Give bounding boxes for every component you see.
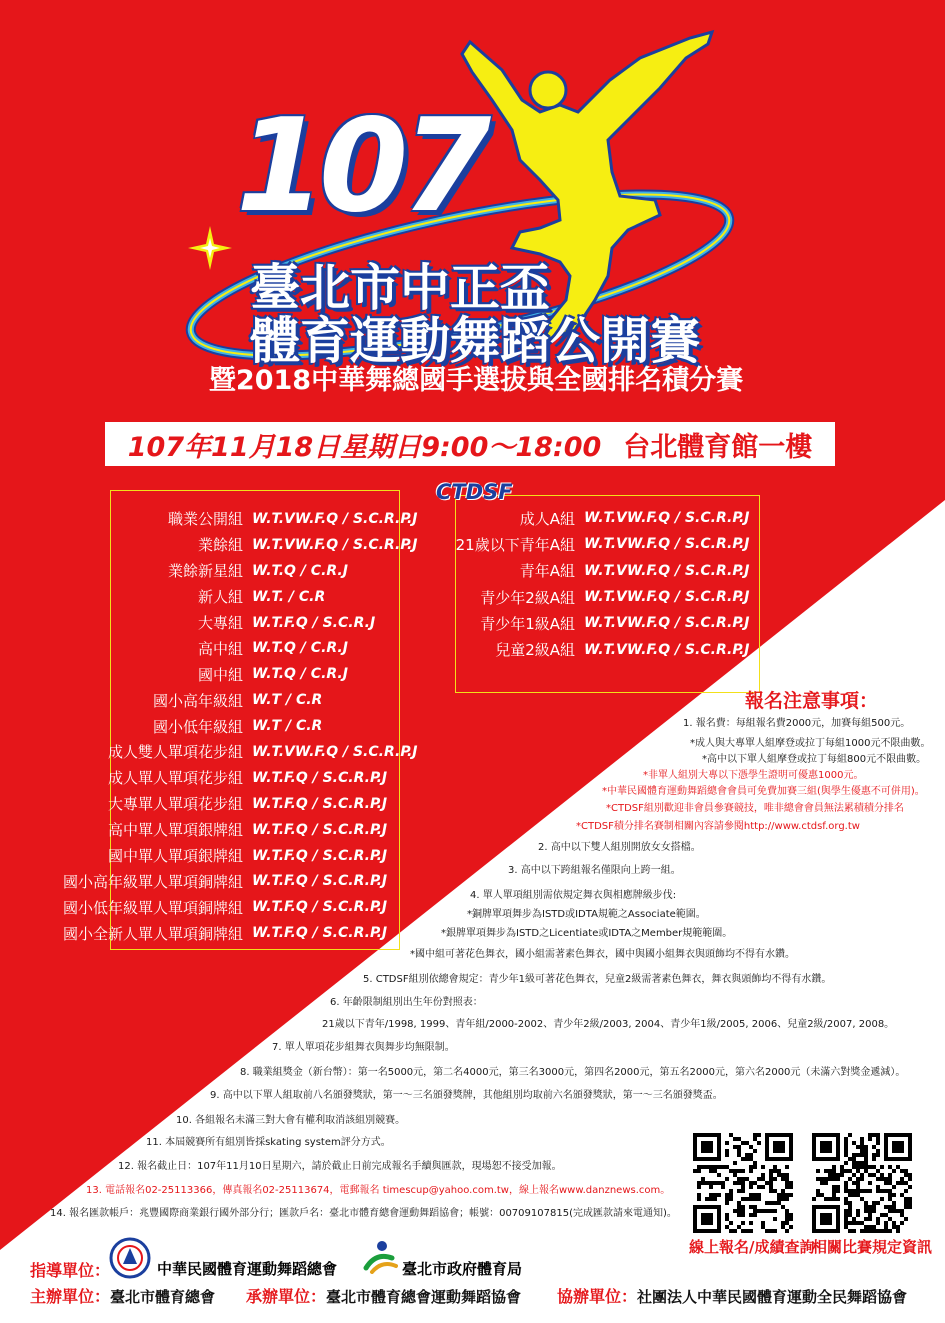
dance-code: W.T.Q / C.R.J: [252, 562, 348, 579]
notice-title: 報名注意事項：: [745, 690, 879, 712]
category-row: [50, 635, 418, 661]
notice-line: *銀牌單項舞步為ISTD之Licentiate或IDTA之Member規範範圍。: [441, 928, 733, 939]
category-name: 青年A組: [519, 562, 575, 581]
category-name: 青少年1級A組: [480, 614, 575, 633]
dance-code: W.T.VW.F.Q / S.C.R.P.J: [584, 641, 750, 658]
category-row: [50, 868, 418, 894]
notice-line: 4. 單人單項組別需依規定舞衣與相應牌級步伐:: [470, 890, 677, 901]
dance-code: W.T.F.Q / S.C.R.P.J: [252, 769, 388, 786]
category-row: [50, 713, 418, 739]
notice-line: 14. 報名匯款帳戶：兆豐國際商業銀行國外部分行；匯款戶名：臺北市體育總會運動舞蹈協會；帳號：00709107815(完成匯款請來電通知)。: [50, 1208, 677, 1219]
notice-line: 13. 電話報名02-25113366，傳真報名02-25113674，電郵報名 timescup@yahoo.com.tw，線上報名www.danznews.com。: [86, 1185, 671, 1196]
event-edition-number: 107: [236, 92, 486, 241]
notice-line: *高中以下單人組摩登或拉丁每組800元不限曲數。: [702, 754, 927, 765]
category-name: 國中組: [197, 665, 243, 684]
notice-line: 1. 報名費：每組報名費2000元，加賽每組500元。: [683, 718, 911, 729]
notice-line: 6. 年齡限制組別出生年份對照表：: [330, 997, 483, 1008]
co-org: 社團法人中華民國體育運動全民舞蹈協會: [637, 1288, 908, 1306]
dance-code: W.T.F.Q / S.C.R.J: [252, 614, 376, 631]
guide-org1: 中華民國體育運動舞蹈總會: [157, 1260, 338, 1278]
undertake-role-label: 承辦單位：: [246, 1287, 327, 1306]
category-row: [50, 920, 418, 946]
category-name: 國小高年級單人單項銅牌組: [62, 872, 243, 891]
notice-line: *成人與大專單人組摩登或拉丁每組1000元不限曲數。: [690, 738, 931, 749]
category-row: [50, 739, 418, 765]
category-name: 國中單人單項銀牌組: [107, 847, 243, 866]
notice-line: 5. CTDSF組別依總會規定：青少年1級可著花色舞衣，兒童2級需著素色舞衣，舞衣與頭飾均不得有水鑽。: [363, 974, 832, 985]
category-row: [50, 843, 418, 869]
dance-code: W.T.VW.F.Q / S.C.R.P.J: [584, 615, 750, 632]
dance-code: W.T.VW.F.Q / S.C.R.P.J: [584, 510, 750, 527]
notice-line: 8. 職業組獎金（新台幣）：第一名5000元，第二名4000元，第三名3000元，第四名2000元，第五名2000元，第六名2000元（未滿六對獎金遞減）。: [240, 1067, 906, 1078]
category-name: 高中單人單項銀牌組: [107, 821, 243, 840]
dance-code: W.T.VW.F.Q / S.C.R.P.J: [252, 536, 418, 553]
category-row: [450, 558, 750, 584]
category-name: 國小全新人單人單項銅牌組: [62, 924, 243, 943]
dance-code: W.T.VW.F.Q / S.C.R.P.J: [252, 510, 418, 527]
category-name: 高中組: [197, 639, 243, 658]
notice-line: *CTDSF積分排名賽制相關內容請參閱http://www.ctdsf.org.tw: [576, 821, 860, 832]
dance-code: W.T.VW.F.Q / S.C.R.P.J: [584, 562, 750, 579]
category-name: 職業公開組: [167, 510, 243, 529]
category-row: [50, 765, 418, 791]
category-name: 成人雙人單項花步組: [107, 743, 243, 762]
dance-code: W.T.Q / C.R.J: [252, 640, 348, 657]
notice-line: 7. 單人單項花步組舞衣與舞步均無限制。: [272, 1042, 455, 1053]
guide-org2: 臺北市政府體育局: [402, 1260, 523, 1278]
dance-code: W.T.VW.F.Q / S.C.R.P.J: [252, 743, 418, 760]
notice-line: *國中組可著花色舞衣，國小組需著素色舞衣，國中與國小組舞衣與頭飾均不得有水鑽。: [410, 949, 795, 960]
notice-line: *中華民國體育運動舞蹈總會會員可免費加賽三組(與學生優惠不可併用)。: [602, 786, 925, 797]
notice-line: 21歲以下青年/1998, 1999、青年組/2000-2002、青少年2級/2003, 2004、青少年1級/2005, 2006、兒童2級/2007, 2008。: [322, 1019, 895, 1030]
host-role-label: 主辦單位：: [30, 1287, 111, 1306]
undertake-unit-row: [246, 1284, 521, 1307]
category-name: 國小低年級組: [152, 717, 243, 736]
category-name: 業餘組: [197, 536, 243, 555]
event-datetime: 107年11月18日星期日9:00～18:00: [127, 431, 602, 463]
event-venue: 台北體育館一樓: [623, 431, 813, 463]
category-row: [50, 817, 418, 843]
category-row: [50, 610, 418, 636]
sports-bureau-logo: [362, 1238, 398, 1274]
category-name: 國小低年級單人單項銅牌組: [62, 898, 243, 917]
dance-code: W.T / C.R: [252, 692, 323, 709]
dance-code: W.T. / C.R: [252, 588, 326, 605]
category-name: 新人組: [197, 588, 243, 607]
dance-code: W.T.F.Q / S.C.R.P.J: [252, 899, 388, 916]
category-row: [50, 661, 418, 687]
dance-code: W.T.F.Q / S.C.R.P.J: [252, 795, 388, 812]
notice-line: *銅牌單項舞步為ISTD或IDTA規範之Associate範圍。: [467, 909, 706, 920]
dance-code: W.T.F.Q / S.C.R.P.J: [252, 847, 388, 864]
notice-line: *非單人組別大專以下憑學生證明可優惠1000元。: [643, 770, 864, 781]
qr-label-rules: 相關比賽規定資訊: [812, 1238, 933, 1256]
category-row: [50, 558, 418, 584]
dance-code: W.T.Q / C.R.J: [252, 666, 348, 683]
event-subtitle: 暨2018中華舞總國手選拔與全國排名積分賽: [208, 365, 744, 396]
category-name: 大專單人單項花步組: [107, 795, 243, 814]
category-row: [450, 531, 750, 557]
category-row: [50, 532, 418, 558]
category-name: 業餘新星組: [167, 562, 243, 581]
guide-role-label: 指導單位：: [30, 1261, 111, 1280]
notice-line: 9. 高中以下單人組取前八名頒發獎狀，第一～三名頒發獎牌，其他組別均取前六名頒發獎狀，第一～三名頒發獎盃。: [210, 1090, 723, 1101]
qr-label-registration: 線上報名/成績查詢: [689, 1238, 815, 1256]
category-row: [50, 687, 418, 713]
category-row: [450, 505, 750, 531]
ctdsf-categories-list: [450, 505, 750, 663]
category-row: [450, 636, 750, 662]
category-row: [50, 584, 418, 610]
dance-code: W.T.F.Q / S.C.R.P.J: [252, 821, 388, 838]
event-title-line1: 臺北市中正盃: [250, 259, 550, 317]
host-unit-row: [30, 1284, 215, 1307]
dance-federation-logo: [108, 1236, 152, 1280]
notice-line: 10. 各組報名未滿三對大會有權利取消該組別競賽。: [176, 1115, 406, 1126]
category-name: 青少年2級A組: [480, 588, 575, 607]
category-row: [450, 584, 750, 610]
dance-code: W.T.F.Q / S.C.R.P.J: [252, 873, 388, 890]
category-name: 21歲以下青年A組: [455, 535, 575, 554]
co-unit-row: [557, 1284, 907, 1307]
notice-line: 12. 報名截止日：107年11月10日星期六，請於截止日前完成報名手續與匯款，現場恕不接受加報。: [118, 1161, 562, 1172]
category-name: 國小高年級組: [152, 691, 243, 710]
notice-line: *CTDSF組別歡迎非會員參賽競技，唯非總會會員無法累積積分排名: [606, 803, 904, 814]
dance-code: W.T.F.Q / S.C.R.P.J: [252, 925, 388, 942]
notice-line: 2. 高中以下雙人組別開放女女搭檔。: [538, 842, 701, 853]
category-row: [50, 506, 418, 532]
dance-code: W.T.VW.F.Q / S.C.R.P.J: [584, 536, 750, 553]
date-venue-bar: [103, 420, 837, 468]
category-row: [50, 791, 418, 817]
category-name: 成人單人單項花步組: [107, 769, 243, 788]
undertake-org: 臺北市體育總會運動舞蹈協會: [326, 1288, 522, 1306]
co-role-label: 協辦單位：: [557, 1287, 638, 1306]
dance-code: W.T.VW.F.Q / S.C.R.P.J: [584, 589, 750, 606]
open-categories-list: [50, 506, 418, 946]
category-row: [50, 894, 418, 920]
category-name: 成人A組: [519, 509, 575, 528]
host-org: 臺北市體育總會: [110, 1288, 216, 1306]
notice-line: 3. 高中以下跨組報名僅限向上跨一組。: [508, 865, 681, 876]
ctdsf-label: CTDSF: [436, 480, 513, 504]
notice-line: 11. 本屆競賽所有組別皆採skating system評分方式。: [146, 1137, 391, 1148]
guide-unit-row: [30, 1258, 110, 1281]
qr-code-registration-icon[interactable]: [693, 1133, 793, 1233]
event-title-line2: 體育運動舞蹈公開賽: [250, 312, 700, 370]
category-name: 兒童2級A組: [495, 641, 575, 660]
category-row: [450, 610, 750, 636]
qr-code-rules-icon[interactable]: [812, 1133, 912, 1233]
category-name: 大專組: [197, 614, 243, 632]
dance-code: W.T / C.R: [252, 718, 323, 735]
